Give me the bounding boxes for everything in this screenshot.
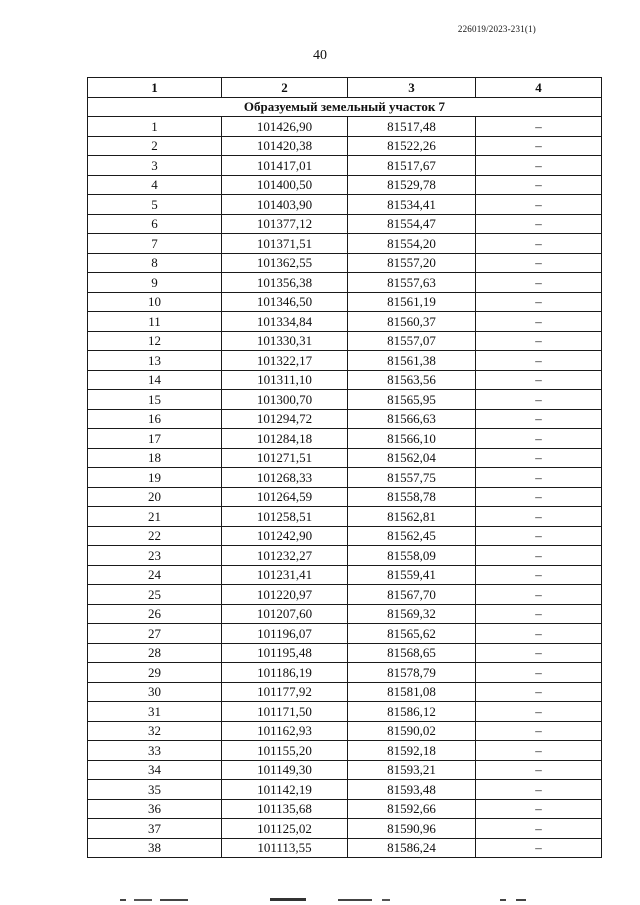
table-cell-col-4: – xyxy=(476,565,602,585)
table-row xyxy=(88,175,602,195)
table-row xyxy=(88,760,602,780)
table-cell-col-2: 101177,92 xyxy=(222,682,348,702)
table-cell-col-3: 81592,18 xyxy=(348,741,476,761)
table-row xyxy=(88,390,602,410)
table-cell-col-2: 101417,01 xyxy=(222,156,348,176)
table-cell-col-1: 1 xyxy=(88,117,222,137)
table-row xyxy=(88,331,602,351)
table-cell-col-3: 81558,78 xyxy=(348,487,476,507)
table-row xyxy=(88,117,602,137)
table-cell-col-2: 101284,18 xyxy=(222,429,348,449)
table-cell-col-2: 101149,30 xyxy=(222,760,348,780)
table-cell-col-1: 7 xyxy=(88,234,222,254)
table-cell-col-1: 6 xyxy=(88,214,222,234)
table-cell-col-1: 8 xyxy=(88,253,222,273)
coordinates-table xyxy=(87,77,602,858)
table-cell-col-2: 101196,07 xyxy=(222,624,348,644)
table-cell-col-4: – xyxy=(476,312,602,332)
table-cell-col-1: 3 xyxy=(88,156,222,176)
table-row xyxy=(88,253,602,273)
table-cell-col-3: 81562,81 xyxy=(348,507,476,527)
table-cell-col-2: 101420,38 xyxy=(222,136,348,156)
table-cell-col-1: 33 xyxy=(88,741,222,761)
table-cell-col-1: 22 xyxy=(88,526,222,546)
table-cell-col-4: – xyxy=(476,819,602,839)
table-cell-col-3: 81569,32 xyxy=(348,604,476,624)
table-row xyxy=(88,663,602,683)
table-row xyxy=(88,351,602,371)
table-cell-col-2: 101377,12 xyxy=(222,214,348,234)
table-cell-col-3: 81561,19 xyxy=(348,292,476,312)
table-cell-col-2: 101162,93 xyxy=(222,721,348,741)
table-row xyxy=(88,468,602,488)
table-cell-col-3: 81557,07 xyxy=(348,331,476,351)
table-cell-col-1: 30 xyxy=(88,682,222,702)
table-cell-col-1: 13 xyxy=(88,351,222,371)
table-cell-col-3: 81586,24 xyxy=(348,838,476,858)
table-cell-col-1: 17 xyxy=(88,429,222,449)
table-row xyxy=(88,643,602,663)
table-cell-col-4: – xyxy=(476,195,602,215)
table-cell-col-3: 81566,63 xyxy=(348,409,476,429)
table-cell-col-3: 81586,12 xyxy=(348,702,476,722)
table-cell-col-3: 81534,41 xyxy=(348,195,476,215)
table-cell-col-4: – xyxy=(476,760,602,780)
table-cell-col-1: 12 xyxy=(88,331,222,351)
table-cell-col-2: 101195,48 xyxy=(222,643,348,663)
table-cell-col-2: 101135,68 xyxy=(222,799,348,819)
table-cell-col-1: 36 xyxy=(88,799,222,819)
table-cell-col-4: – xyxy=(476,292,602,312)
table-cell-col-4: – xyxy=(476,604,602,624)
table-cell-col-2: 101171,50 xyxy=(222,702,348,722)
table-cell-col-4: – xyxy=(476,682,602,702)
table-row xyxy=(88,702,602,722)
table-cell-col-2: 101125,02 xyxy=(222,819,348,839)
table-cell-col-3: 81593,21 xyxy=(348,760,476,780)
table-row xyxy=(88,429,602,449)
table-row xyxy=(88,721,602,741)
table-cell-col-4: – xyxy=(476,234,602,254)
table-row xyxy=(88,682,602,702)
table-row xyxy=(88,780,602,800)
table-cell-col-3: 81560,37 xyxy=(348,312,476,332)
table-cell-col-1: 38 xyxy=(88,838,222,858)
table-cell-col-1: 28 xyxy=(88,643,222,663)
table-cell-col-3: 81554,47 xyxy=(348,214,476,234)
table-cell-col-3: 81565,62 xyxy=(348,624,476,644)
table-row xyxy=(88,214,602,234)
table-cell-col-2: 101334,84 xyxy=(222,312,348,332)
table-cell-col-4: – xyxy=(476,780,602,800)
table-cell-col-1: 5 xyxy=(88,195,222,215)
table-cell-col-4: – xyxy=(476,741,602,761)
column-header-3: 3 xyxy=(348,78,476,98)
table-cell-col-4: – xyxy=(476,156,602,176)
table-cell-col-4: – xyxy=(476,526,602,546)
table-cell-col-3: 81562,04 xyxy=(348,448,476,468)
table-cell-col-1: 24 xyxy=(88,565,222,585)
table-cell-col-2: 101220,97 xyxy=(222,585,348,605)
table-cell-col-3: 81581,08 xyxy=(348,682,476,702)
table-cell-col-4: – xyxy=(476,448,602,468)
table-row xyxy=(88,292,602,312)
table-cell-col-1: 23 xyxy=(88,546,222,566)
table-cell-col-2: 101271,51 xyxy=(222,448,348,468)
table-cell-col-1: 32 xyxy=(88,721,222,741)
table-cell-col-1: 34 xyxy=(88,760,222,780)
table-cell-col-3: 81559,41 xyxy=(348,565,476,585)
table-cell-col-4: – xyxy=(476,253,602,273)
table-cell-col-3: 81567,70 xyxy=(348,585,476,605)
table-row xyxy=(88,741,602,761)
table-cell-col-2: 101330,31 xyxy=(222,331,348,351)
table-cell-col-4: – xyxy=(476,838,602,858)
scan-artifact xyxy=(120,897,550,903)
table-row xyxy=(88,448,602,468)
table-cell-col-2: 101403,90 xyxy=(222,195,348,215)
table-cell-col-1: 2 xyxy=(88,136,222,156)
table-row xyxy=(88,507,602,527)
table-row xyxy=(88,370,602,390)
table-cell-col-4: – xyxy=(476,721,602,741)
table-cell-col-4: – xyxy=(476,702,602,722)
column-header-2: 2 xyxy=(222,78,348,98)
table-cell-col-4: – xyxy=(476,429,602,449)
table-cell-col-1: 19 xyxy=(88,468,222,488)
table-row xyxy=(88,487,602,507)
table-cell-col-1: 31 xyxy=(88,702,222,722)
table-cell-col-1: 18 xyxy=(88,448,222,468)
table-row xyxy=(88,838,602,858)
table-cell-col-1: 20 xyxy=(88,487,222,507)
section-title: Образуемый земельный участок 7 xyxy=(88,97,602,117)
table-row xyxy=(88,234,602,254)
table-cell-col-2: 101294,72 xyxy=(222,409,348,429)
table-cell-col-1: 15 xyxy=(88,390,222,410)
table-cell-col-2: 101242,90 xyxy=(222,526,348,546)
document-id: 226019/2023-231(1) xyxy=(457,24,536,34)
table-cell-col-4: – xyxy=(476,487,602,507)
table-cell-col-4: – xyxy=(476,370,602,390)
table-cell-col-2: 101186,19 xyxy=(222,663,348,683)
table-cell-col-3: 81590,02 xyxy=(348,721,476,741)
table-cell-col-2: 101356,38 xyxy=(222,273,348,293)
table-cell-col-3: 81563,56 xyxy=(348,370,476,390)
table-cell-col-1: 9 xyxy=(88,273,222,293)
section-title-row xyxy=(88,97,602,117)
column-header-1: 1 xyxy=(88,78,222,98)
table-cell-col-1: 27 xyxy=(88,624,222,644)
table-cell-col-1: 37 xyxy=(88,819,222,839)
table-cell-col-2: 101426,90 xyxy=(222,117,348,137)
table-cell-col-4: – xyxy=(476,585,602,605)
table-cell-col-1: 21 xyxy=(88,507,222,527)
table-cell-col-3: 81593,48 xyxy=(348,780,476,800)
table-cell-col-3: 81517,67 xyxy=(348,156,476,176)
table-cell-col-3: 81558,09 xyxy=(348,546,476,566)
table-cell-col-3: 81561,38 xyxy=(348,351,476,371)
table-cell-col-3: 81592,66 xyxy=(348,799,476,819)
table-cell-col-4: – xyxy=(476,643,602,663)
table-cell-col-3: 81590,96 xyxy=(348,819,476,839)
table-row xyxy=(88,136,602,156)
table-cell-col-2: 101300,70 xyxy=(222,390,348,410)
table-cell-col-4: – xyxy=(476,331,602,351)
column-header-4: 4 xyxy=(476,78,602,98)
table-row xyxy=(88,624,602,644)
table-cell-col-1: 14 xyxy=(88,370,222,390)
table-cell-col-4: – xyxy=(476,136,602,156)
table-cell-col-4: – xyxy=(476,468,602,488)
table-cell-col-2: 101113,55 xyxy=(222,838,348,858)
table-row xyxy=(88,409,602,429)
table-cell-col-1: 16 xyxy=(88,409,222,429)
table-cell-col-2: 101232,27 xyxy=(222,546,348,566)
table-cell-col-2: 101207,60 xyxy=(222,604,348,624)
table-cell-col-4: – xyxy=(476,409,602,429)
table-cell-col-2: 101346,50 xyxy=(222,292,348,312)
table-cell-col-4: – xyxy=(476,351,602,371)
table-cell-col-2: 101400,50 xyxy=(222,175,348,195)
table-cell-col-1: 4 xyxy=(88,175,222,195)
table-cell-col-3: 81557,20 xyxy=(348,253,476,273)
table-cell-col-2: 101231,41 xyxy=(222,565,348,585)
table-cell-col-1: 25 xyxy=(88,585,222,605)
table-cell-col-1: 29 xyxy=(88,663,222,683)
table-row xyxy=(88,526,602,546)
table-cell-col-3: 81557,75 xyxy=(348,468,476,488)
table-cell-col-1: 26 xyxy=(88,604,222,624)
table-row xyxy=(88,195,602,215)
table-cell-col-1: 35 xyxy=(88,780,222,800)
table-cell-col-2: 101311,10 xyxy=(222,370,348,390)
table-cell-col-2: 101362,55 xyxy=(222,253,348,273)
table-cell-col-4: – xyxy=(476,117,602,137)
table-cell-col-4: – xyxy=(476,624,602,644)
table-cell-col-3: 81529,78 xyxy=(348,175,476,195)
table-cell-col-2: 101264,59 xyxy=(222,487,348,507)
table-row xyxy=(88,156,602,176)
table-cell-col-1: 11 xyxy=(88,312,222,332)
table-cell-col-1: 10 xyxy=(88,292,222,312)
table-cell-col-4: – xyxy=(476,214,602,234)
table-row xyxy=(88,819,602,839)
table-cell-col-4: – xyxy=(476,507,602,527)
table-cell-col-3: 81568,65 xyxy=(348,643,476,663)
table-cell-col-3: 81557,63 xyxy=(348,273,476,293)
table-cell-col-2: 101155,20 xyxy=(222,741,348,761)
table-row xyxy=(88,604,602,624)
table-cell-col-2: 101371,51 xyxy=(222,234,348,254)
table-cell-col-3: 81562,45 xyxy=(348,526,476,546)
table-cell-col-4: – xyxy=(476,663,602,683)
header-row xyxy=(88,78,602,98)
table-cell-col-3: 81578,79 xyxy=(348,663,476,683)
table-cell-col-2: 101268,33 xyxy=(222,468,348,488)
table-cell-col-4: – xyxy=(476,175,602,195)
table-cell-col-4: – xyxy=(476,799,602,819)
table-cell-col-3: 81565,95 xyxy=(348,390,476,410)
table-cell-col-4: – xyxy=(476,546,602,566)
table-cell-col-3: 81566,10 xyxy=(348,429,476,449)
table-cell-col-3: 81554,20 xyxy=(348,234,476,254)
page-number: 40 xyxy=(313,48,327,63)
table-row xyxy=(88,799,602,819)
table-cell-col-2: 101258,51 xyxy=(222,507,348,527)
table-row xyxy=(88,585,602,605)
table-cell-col-4: – xyxy=(476,273,602,293)
table-row xyxy=(88,565,602,585)
table-row xyxy=(88,546,602,566)
table-row xyxy=(88,312,602,332)
table-cell-col-3: 81517,48 xyxy=(348,117,476,137)
table-cell-col-4: – xyxy=(476,390,602,410)
table-cell-col-2: 101322,17 xyxy=(222,351,348,371)
table-cell-col-3: 81522,26 xyxy=(348,136,476,156)
table-cell-col-2: 101142,19 xyxy=(222,780,348,800)
table-row xyxy=(88,273,602,293)
